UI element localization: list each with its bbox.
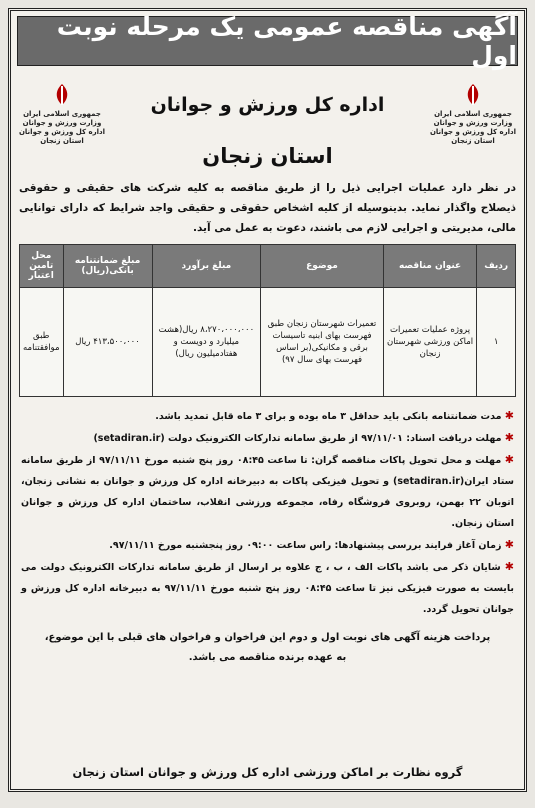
logo-line: اداره کل ورزش و جوانان استان زنجان [429, 128, 517, 145]
tender-title-cell: پروژه عملیات تعمیرات اماکن ورزشی شهرستان زنجان [383, 288, 476, 397]
notes-list [21, 405, 514, 620]
note-text: زمان آغاز فرایند بررسی پیشنهادها: راس ساعت ۰۹:۰۰ روز پنجشنبه مورخ ۹۷/۱۱/۱۱. [109, 540, 502, 551]
closing-text [23, 628, 512, 668]
organization-title: اداره کل ورزش و جوانان [150, 94, 385, 116]
closing-line: به عهده برنده مناقصه می باشد. [188, 652, 347, 663]
header [11, 66, 524, 178]
guarantee-cell: ۴۱۳،۵۰۰،۰۰۰ ریال [63, 288, 152, 397]
note-text: شایان ذکر می باشد پاکات الف ، ب ، ج علاوه بر ارسال از طریق سامانه تدارکات الکترونیک دولت می بایست به صورت فیزیکی نیز تا ساعت ۰۸:۴۵ روز پنج شنبه مورخ ۹۷/۱۱/۱۱ به دبیرخانه اداره کل ورزش و جوانان تحویل گردد. [21, 562, 514, 615]
bullet-icon: ✱ [504, 431, 514, 444]
logo-line: جمهوری اسلامی ایران [434, 110, 512, 118]
bullet-icon: ✱ [504, 453, 515, 466]
closing-line: پرداخت هزینه آگهی های نوبت اول و دوم این فراخوان و فراخوان های قبلی با این موضوع، [44, 632, 491, 643]
note-item [21, 556, 514, 620]
column-header: محل تامین اعتبار [20, 245, 64, 288]
column-header: عنوان مناقصه [383, 245, 476, 288]
column-header: موضوع [261, 245, 384, 288]
note-item [21, 405, 514, 427]
note-text: مهلت و محل تحویل پاکات مناقصه گران: تا ساعت ۰۸:۴۵ روز پنج شنبه مورخ ۹۷/۱۱/۱۱ از طریق سامانه ستاد ایران(setadiran.ir) و تحویل فیزیکی پاکات به دبیرخانه اداره کل ورزش و جوانان به نشانی زنجان، اتوبان ۲۲ بهمن، روبروی فروشگاه رفاه، مجموعه ورزشی انقلاب، ساختمان اداره کل ورزش و جوانان استان زنجان. [21, 455, 514, 529]
note-text: مدت ضمانتنامه بانکی باید حداقل ۳ ماه بوده و برای ۳ ماه قابل تمدید باشد. [155, 411, 502, 422]
estimate-cell: ۸،۲۷۰،۰۰۰،۰۰۰ ریال(هشت میلیارد و دویست و هفتادمیلیون ریال) [152, 288, 261, 397]
row-index: ۱ [477, 288, 516, 397]
tender-notice [8, 8, 527, 792]
table-row [20, 288, 516, 397]
notice-banner: آگهی مناقصه عمومی یک مرحله نوبت اول [17, 16, 518, 66]
column-header: مبلغ برآورد [152, 245, 261, 288]
logo-line: اداره کل ورزش و جوانان استان زنجان [18, 128, 106, 145]
subject-cell: تعمیرات شهرستان زنجان طبق فهرست بهای ابنیه تاسیسات برقی و مکانیکی(بر اساس فهرست بهای سال ۹۷) [261, 288, 384, 397]
bullet-icon: ✱ [504, 409, 514, 422]
note-item [21, 427, 514, 449]
table-header-row [20, 245, 516, 288]
note-text: مهلت دریافت اسناد: ۹۷/۱۱/۰۱ از طریق سامانه تدارکات الکترونیک دولت (setadiran.ir) [93, 433, 502, 444]
province-title: استان زنجان [202, 144, 333, 168]
bullet-icon: ✱ [504, 560, 514, 573]
logo-line: وزارت ورزش و جوانان [22, 119, 102, 127]
logo-line: جمهوری اسلامی ایران [23, 110, 101, 118]
logo-line: وزارت ورزش و جوانان [433, 119, 513, 127]
note-item [21, 534, 514, 556]
column-header: مبلغ ضمانتنامه بانکی(ریال) [63, 245, 152, 288]
signature: گروه نظارت بر اماکن ورزشی اداره کل ورزش و جوانان استان زنجان [72, 765, 463, 779]
funding-cell: طبق موافقتنامه [20, 288, 64, 397]
note-item [21, 449, 514, 534]
intro-paragraph: در نظر دارد عملیات اجرایی ذیل را از طریق مناقصه به کلیه شرکت های حقیقی و حقوقی ذیصلاح واگذار نماید. بدینوسیله از کلیه اشخاص حقوقی و حقیقی واجد شرایط که دارای توانایی مالی، مدیریتی و اجرایی لازم می باشند، دعوت به عمل می آید. [19, 182, 516, 234]
bullet-icon: ✱ [504, 538, 514, 551]
tender-table [19, 244, 516, 397]
column-header: ردیف [477, 245, 516, 288]
